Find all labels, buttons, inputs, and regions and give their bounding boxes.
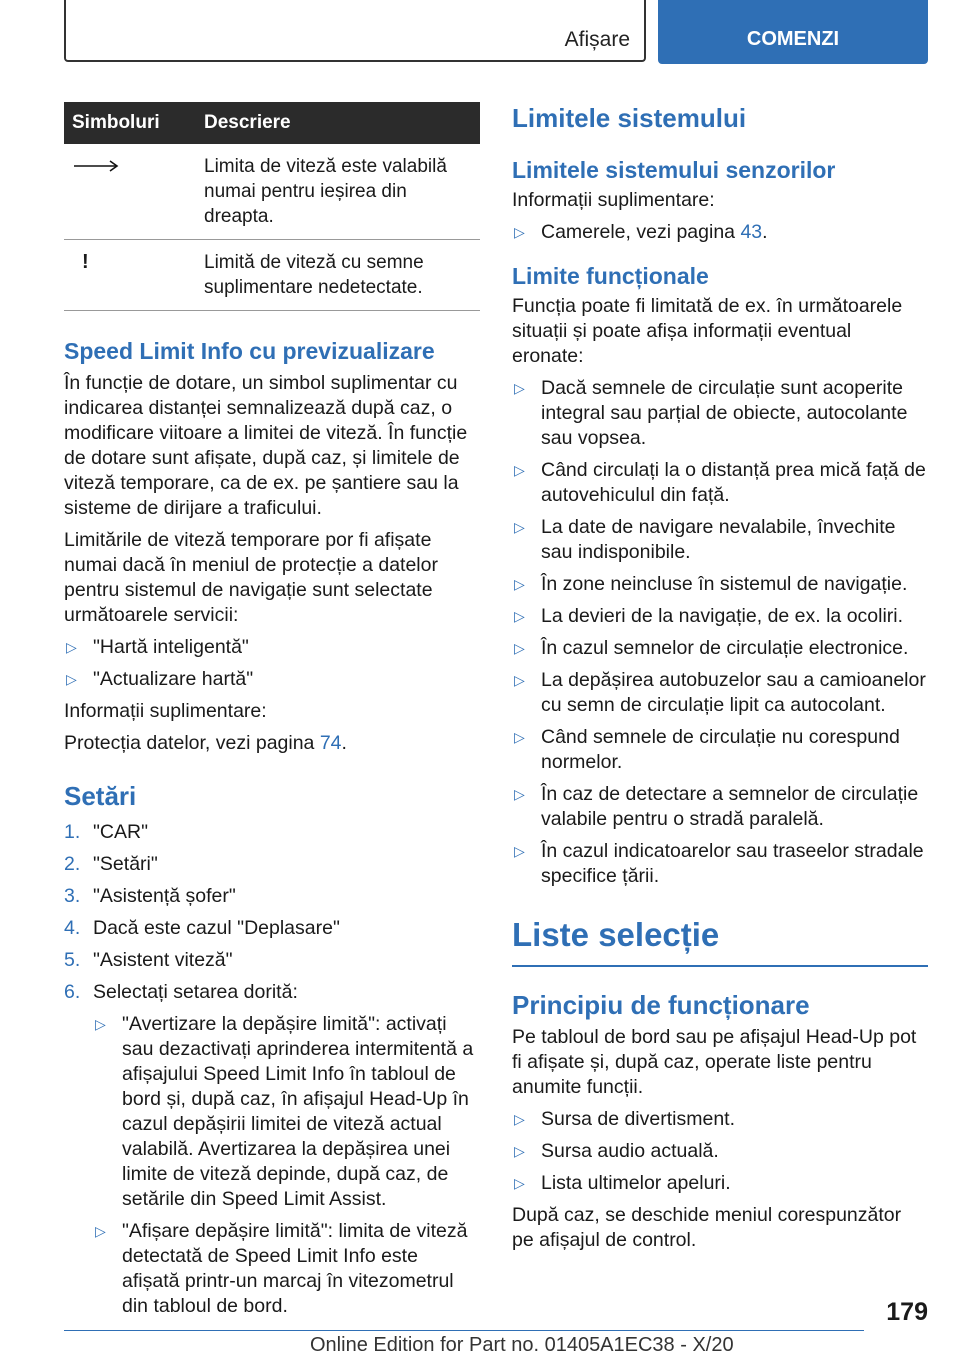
paragraph: În funcție de dotare, un simbol suplimentar cu indicarea distanței semnalizează după caz, o modificare viitoare a limitei de viteză. În funcție de dotare sunt afișate, după caz, și limitele de viteză temporare, ca de ex. pe șantiere sau la sisteme de dirijare a traficului.: [64, 372, 468, 519]
settings-sub-list: [93, 1012, 480, 1319]
table-row: [64, 240, 480, 311]
column-header-symbols: Simboluri: [64, 102, 204, 144]
settings-steps: [64, 820, 480, 1319]
list-item: ▷ În caz de detectare a semnelor de circulație valabile pentru o stradă paralelă.: [514, 783, 919, 830]
subsection-title-sensor-limits: Limitele sistemului senzorilor: [512, 157, 836, 183]
list-item: ▷ "Avertizare la depășire limită": activați sau dezactivați aprinderea intermitentă a afișajului Speed Limit Info în tabloul de bord și, după caz, în afișajul Head-Up în cazul depășirii limitei de viteză actual valabilă. Avertizarea la depășirea unei limite de viteză depinde, după caz, de setările din Speed Limit Assist.: [95, 1013, 474, 1210]
footer-divider: [64, 1330, 864, 1331]
triangle-bullet-icon: ▷: [514, 519, 525, 535]
triangle-bullet-icon: ▷: [514, 1143, 525, 1159]
sensor-list: [512, 220, 928, 245]
section-title-settings: Setări: [64, 781, 137, 811]
section-tab-label: Afișare: [564, 28, 630, 51]
list-item: 4. Dacă este cazul "Deplasare": [64, 917, 340, 939]
table-row: [64, 144, 480, 240]
list-item: ▷ "Actualizare hartă": [66, 668, 254, 690]
paragraph: Funcția poate fi limitată de ex. în următoarele situații și poate afișa informații eventual eronate:: [512, 295, 903, 367]
triangle-bullet-icon: ▷: [514, 672, 525, 688]
triangle-bullet-icon: ▷: [514, 1175, 525, 1191]
triangle-bullet-icon: ▷: [514, 608, 525, 624]
left-column: [64, 102, 480, 1319]
triangle-bullet-icon: ▷: [514, 1111, 525, 1127]
page-reference: Protecția datelor, vezi pagina 74.: [64, 732, 347, 754]
column-header-description: Descriere: [204, 102, 480, 144]
chapter-tab-label: COMENZI: [746, 28, 840, 50]
triangle-bullet-icon: ▷: [514, 640, 525, 656]
list-item: ▷ La date de navigare nevalabile, învechite sau indisponibile.: [514, 516, 896, 563]
section-tab: [64, 0, 646, 62]
functional-limits-list: [512, 376, 928, 889]
list-item: ▷ La depășirea autobuzelor sau a camioanelor cu semn de circulație lipit ca autocolant.: [514, 669, 926, 716]
chapter-title-selection-lists: Liste selecție: [512, 916, 720, 953]
description-cell: Limită de viteză cu semne suplimentare nedetectate.: [204, 240, 480, 311]
chapter-tab: [658, 0, 928, 64]
list-item: 3. "Asistență șofer": [64, 885, 236, 907]
list-item: ▷ În cazul indicatoarelor sau traseelor stradale specifice țării.: [514, 840, 924, 887]
list-item: 1. "CAR": [64, 821, 149, 843]
list-item: ▷ Când circulați la o distanță prea mică față de autovehiculul din față.: [514, 459, 926, 506]
footer-edition: Online Edition for Part no. 01405A1EC38 - X/20: [310, 1334, 734, 1356]
list-item: ▷ Când semnele de circulație nu corespund normelor.: [514, 726, 900, 773]
triangle-bullet-icon: ▷: [66, 671, 77, 687]
list-item: 2. "Setări": [64, 853, 158, 875]
list-item: ▷ Lista ultimelor apeluri.: [514, 1172, 731, 1194]
page-link[interactable]: 43: [740, 221, 763, 243]
triangle-bullet-icon: ▷: [514, 380, 525, 396]
right-column: [512, 102, 928, 1253]
list-item: ▷ În cazul semnelor de circulație electronice.: [514, 637, 909, 659]
triangle-bullet-icon: ▷: [95, 1223, 106, 1239]
triangle-bullet-icon: ▷: [514, 843, 525, 859]
symbols-table: [64, 102, 480, 311]
page-number: 179: [886, 1298, 928, 1326]
symbol-cell: [64, 144, 204, 240]
list-item: ▷ Sursa audio actuală.: [514, 1140, 719, 1162]
services-list: [64, 635, 480, 692]
page-header: [64, 0, 928, 66]
subsection-title-functional-limits: Limite funcționale: [512, 263, 709, 289]
selection-list-items: [512, 1107, 928, 1196]
list-item: ▷ La devieri de la navigație, de ex. la ocoliri.: [514, 605, 904, 627]
triangle-bullet-icon: ▷: [514, 224, 525, 240]
exclamation-icon: !: [82, 251, 89, 273]
triangle-bullet-icon: ▷: [514, 786, 525, 802]
table-header-row: [64, 102, 480, 144]
arrow-right-icon: [72, 156, 122, 176]
paragraph: După caz, se deschide meniul corespunzător pe afișajul de control.: [512, 1204, 902, 1251]
list-item: ▷ Dacă semnele de circulație sunt acoperite integral sau parțial de obiecte, autocolante sau vopsea.: [514, 377, 908, 449]
description-cell: Limita de viteză este valabilă numai pentru ieșirea din dreapta.: [204, 144, 480, 240]
list-item: 6. Selectați setarea dorită: ▷ "Avertizare la depășire limită": activați sau dezactivați aprinderea intermitentă a afișajului Speed Limit Info în tabloul de bord și, după caz, în afișajul Head-Up în cazul depășirii limitei de viteză actual valabilă. Avertizarea la depășirea unei limite de viteză depinde, după caz, de setările din Speed Limit Assist. ▷ "Afișare depășire limită": limita de viteză detectată de Speed Limit Info este afișată printr-un marcaj în vitezometrul din tabloul de bord.: [64, 980, 480, 1319]
page-link[interactable]: 74: [319, 732, 342, 754]
triangle-bullet-icon: ▷: [66, 639, 77, 655]
triangle-bullet-icon: ▷: [514, 462, 525, 478]
list-item: ▷ "Afișare depășire limită": limita de viteză detectată de Speed Limit Info este afișată printr-un marcaj în vitezometrul din tabloul de bord.: [95, 1220, 468, 1317]
list-item: ▷ "Hartă inteligentă": [66, 636, 249, 658]
paragraph: Pe tabloul de bord sau pe afișajul Head-Up pot fi afișate și, după caz, operate liste pentru anumite funcții.: [512, 1026, 917, 1098]
triangle-bullet-icon: ▷: [95, 1016, 106, 1032]
info-label: Informații suplimentare:: [64, 700, 267, 722]
section-title-speed-limit-preview: Speed Limit Info cu previzualizare: [64, 338, 435, 364]
section-title-system-limits: Limitele sistemului: [512, 103, 747, 133]
triangle-bullet-icon: ▷: [514, 729, 525, 745]
list-item: ▷ Camerele, vezi pagina 43.: [514, 221, 768, 243]
triangle-bullet-icon: ▷: [514, 576, 525, 592]
paragraph: Limitările de viteză temporare por fi afișate numai dacă în meniul de protecție a datelor pentru sistemul de navigație sunt selectate următoarele servicii:: [64, 529, 438, 626]
list-item: ▷ Sursa de divertisment.: [514, 1108, 736, 1130]
list-item: ▷ În zone neincluse în sistemul de navigație.: [514, 573, 908, 595]
info-label: Informații suplimentare:: [512, 189, 715, 211]
section-title-principle: Principiu de funcționare: [512, 990, 810, 1020]
symbol-cell: [64, 240, 204, 311]
list-item: 5. "Asistent viteză": [64, 949, 233, 971]
